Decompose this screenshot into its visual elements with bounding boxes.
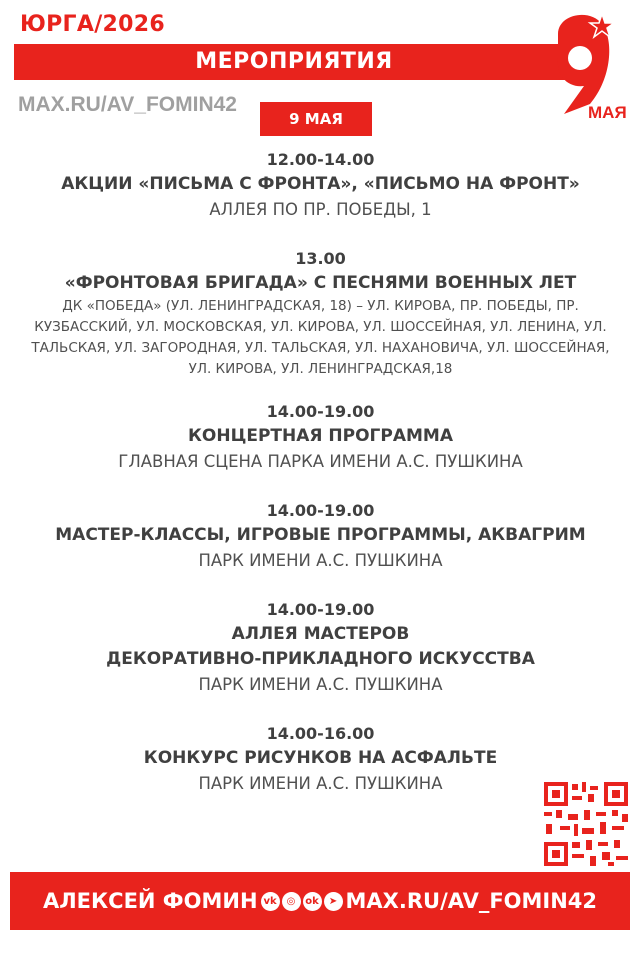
ok-icon[interactable]: ok — [303, 892, 322, 911]
qr-code[interactable] — [542, 780, 630, 868]
vk-icon[interactable]: vk — [261, 892, 280, 911]
event-title: МАСТЕР-КЛАССЫ, ИГРОВЫЕ ПРОГРАММЫ, АКВАГРИМ — [55, 525, 586, 545]
event-title: АКЦИИ «ПИСЬМА С ФРОНТА», «ПИСЬМО НА ФРОНТ» — [61, 174, 580, 194]
logo-may-label: МАЯ — [588, 103, 627, 122]
event-item — [0, 247, 641, 380]
event-time: 12.00-14.00 — [266, 150, 375, 169]
may-9-logo — [528, 6, 638, 126]
telegram-icon[interactable]: ➤ — [324, 892, 343, 911]
event-item — [0, 499, 641, 574]
footer-author-name: АЛЕКСЕЙ ФОМИН — [42, 889, 258, 913]
event-time: 14.00-16.00 — [266, 724, 375, 743]
event-item — [0, 598, 641, 698]
event-title: «ФРОНТОВАЯ БРИГАДА» С ПЕСНЯМИ ВОЕННЫХ ЛЕТ — [64, 273, 577, 293]
event-place: ПАРК ИМЕНИ А.С. ПУШКИНА — [198, 774, 443, 793]
event-item — [0, 400, 641, 475]
header-site-link[interactable]: MAX.RU/AV_FOMIN42 — [18, 93, 237, 116]
event-title-line1: АЛЛЕЯ МАСТЕРОВ — [231, 624, 410, 644]
max-icon[interactable]: ◎ — [282, 892, 301, 911]
city-year-title: ЮРГА/2026 — [20, 12, 165, 37]
event-place: АЛЛЕЯ ПО ПР. ПОБЕДЫ, 1 — [209, 200, 432, 219]
events-banner: МЕРОПРИЯТИЯ — [14, 44, 574, 80]
event-place: ПАРК ИМЕНИ А.С. ПУШКИНА — [198, 551, 443, 570]
event-title: КОНКУРС РИСУНКОВ НА АСФАЛЬТЕ — [143, 748, 498, 768]
event-place: ПАРК ИМЕНИ А.С. ПУШКИНА — [198, 675, 443, 694]
event-time: 14.00-19.00 — [266, 600, 375, 619]
events-list — [0, 148, 641, 821]
event-time: 14.00-19.00 — [266, 501, 375, 520]
event-item — [0, 148, 641, 223]
footer-bar — [10, 872, 630, 930]
event-title: КОНЦЕРТНАЯ ПРОГРАММА — [188, 426, 453, 446]
social-icons — [261, 892, 343, 911]
event-place: ГЛАВНАЯ СЦЕНА ПАРКА ИМЕНИ А.С. ПУШКИНА — [118, 452, 523, 471]
footer-site-link[interactable]: MAX.RU/AV_FOMIN42 — [345, 889, 598, 913]
event-time: 14.00-19.00 — [266, 402, 375, 421]
event-route: ДК «ПОБЕДА» (УЛ. ЛЕНИНГРАДСКАЯ, 18) – УЛ. КИРОВА, ПР. ПОБЕДЫ, ПР. КУЗБАССКИЙ, УЛ. МОСКОВСКАЯ, УЛ. КИРОВА, УЛ. ШОССЕЙНАЯ, УЛ. ЛЕНИНА, УЛ. ТАЛЬСКАЯ, УЛ. ЗАГОРОДНАЯ, УЛ. ТАЛЬСКАЯ, УЛ. НАХАНОВИЧА, УЛ. ШОССЕЙНАЯ, УЛ. КИРОВА, УЛ. ЛЕНИНГРАДСКАЯ,18 — [31, 298, 610, 377]
event-time: 13.00 — [295, 249, 346, 268]
date-badge: 9 МАЯ — [260, 102, 372, 136]
event-title-line2: ДЕКОРАТИВНО-ПРИКЛАДНОГО ИСКУССТВА — [106, 649, 535, 669]
